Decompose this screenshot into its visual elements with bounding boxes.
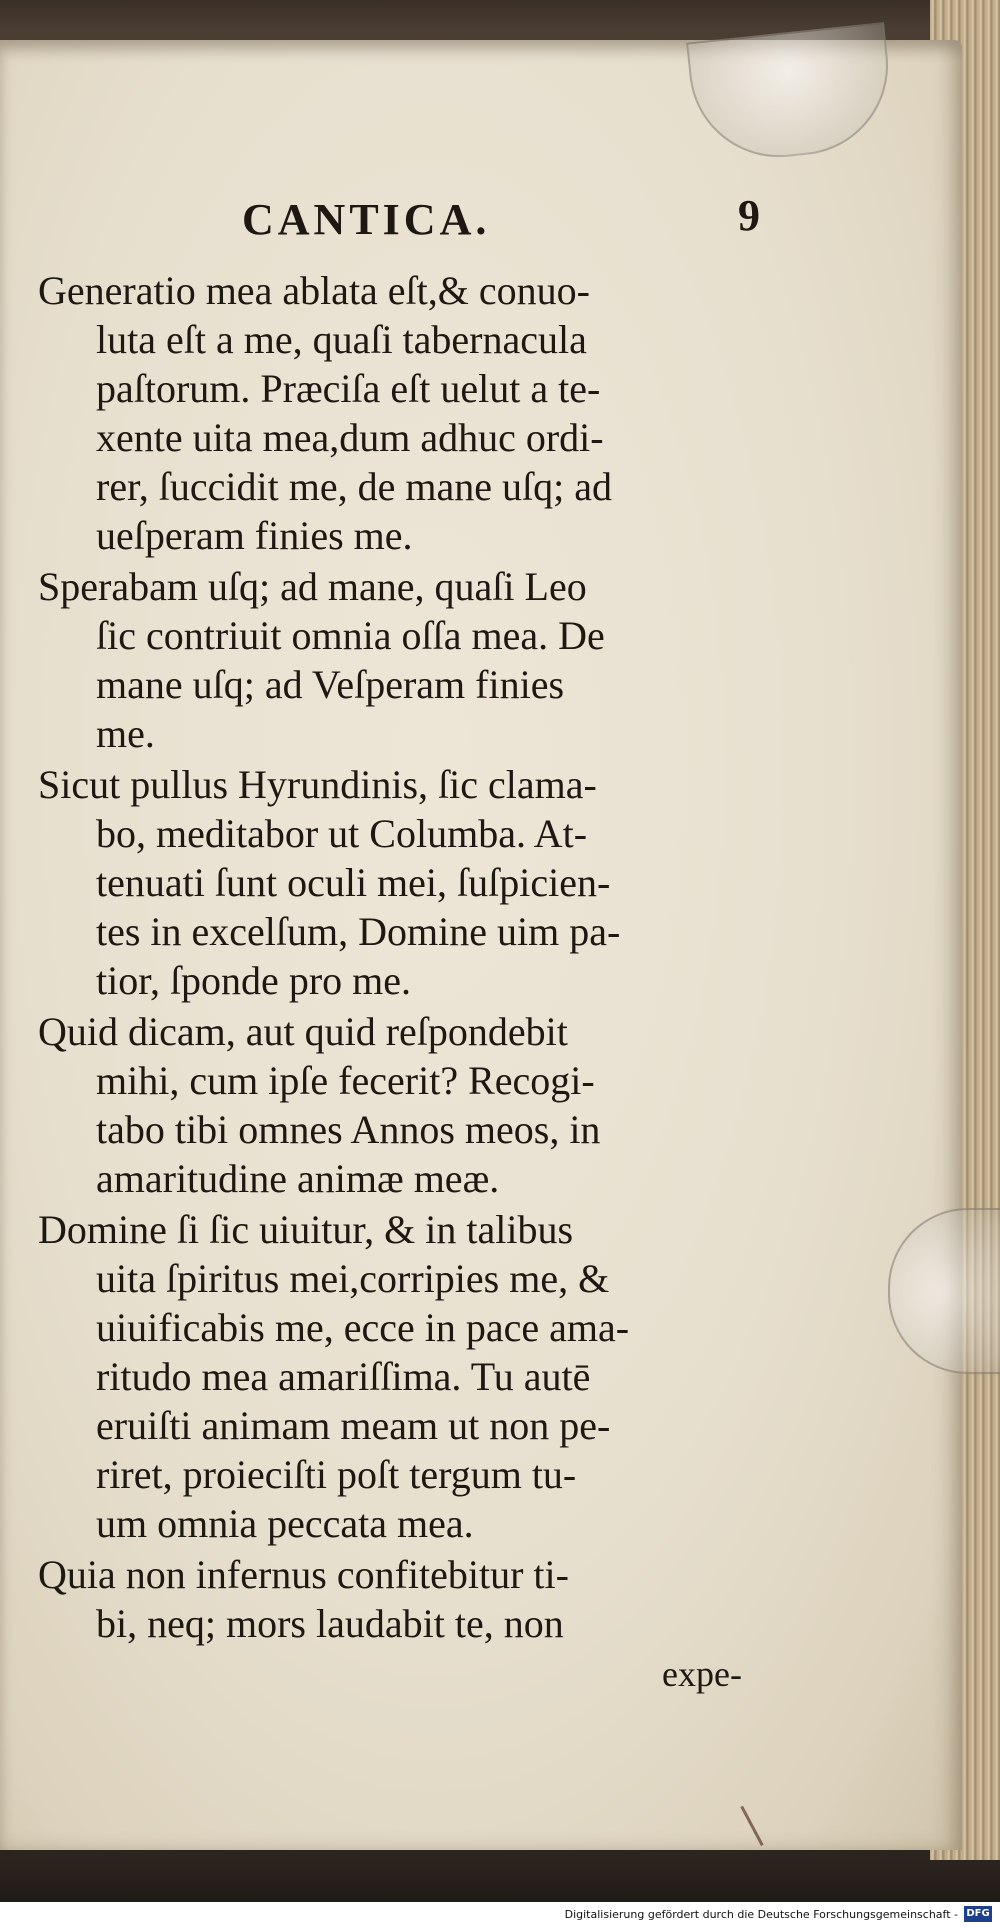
text-line: eruiſti animam meam ut non pe-	[96, 1403, 611, 1448]
book-page	[0, 40, 962, 1850]
verse	[38, 1007, 798, 1203]
text-line: xente uita mea,dum adhuc ordi-	[96, 415, 604, 460]
text-line: um omnia peccata mea.	[96, 1501, 474, 1546]
text-line: Quid dicam, aut quid reſpondebit	[38, 1009, 568, 1054]
text-line: bo, meditabor ut Columba. At-	[96, 811, 588, 856]
text-line: paſtorum. Præciſa eſt uelut a te-	[96, 366, 601, 411]
text-block	[38, 190, 798, 1699]
digitization-credit: Digitalisierung gefördert durch die Deutsche Forschungsgemeinschaft -	[564, 1908, 958, 1921]
page-clip-right	[888, 1208, 1000, 1374]
text-line: riret, proieciſti poſt tergum tu-	[96, 1452, 577, 1497]
running-head-title: CANTICA.	[242, 195, 491, 244]
ink-mark	[717, 1806, 763, 1858]
dfg-logo: DFG	[964, 1906, 992, 1922]
text-line: tabo tibi omnes Annos meos, in	[96, 1107, 601, 1152]
running-head	[38, 190, 798, 254]
verse	[38, 1205, 798, 1548]
digitization-credit-bar	[0, 1902, 1000, 1927]
text-line: uita ſpiritus mei,corripies me, &	[96, 1256, 610, 1301]
text-line: Quia non infernus confitebitur ti-	[38, 1552, 569, 1597]
text-line: tenuati ſunt oculi mei, ſuſpicien-	[96, 860, 611, 905]
text-line: luta eſt a me, quaſi tabernacula	[96, 317, 587, 362]
text-line: mihi, cum ipſe fecerit? Recogi-	[96, 1058, 595, 1103]
text-line: mane uſq; ad Veſperam finies	[96, 662, 565, 707]
verse	[38, 266, 798, 560]
text-line: rer, ſuccidit me, de mane uſq; ad	[96, 464, 612, 509]
verse	[38, 760, 798, 1005]
text-line: Sicut pullus Hyrundinis, ſic clama-	[38, 762, 597, 807]
text-line: tes in excelſum, Domine uim pa-	[96, 909, 621, 954]
text-line: uiuificabis me, ecce in pace ama-	[96, 1305, 630, 1350]
verse	[38, 562, 798, 758]
text-line: bi, neq; mors laudabit te, non	[96, 1601, 564, 1646]
text-line: ritudo mea amariſſima. Tu autē	[96, 1354, 591, 1399]
page-number: 9	[738, 191, 764, 240]
catchword: expe-	[662, 1654, 742, 1694]
verse	[38, 1550, 798, 1648]
text-line: amaritudine animæ meæ.	[96, 1156, 500, 1201]
text-line: ueſperam finies me.	[96, 513, 413, 558]
text-line: ſic contriuit omnia oſſa mea. De	[96, 613, 605, 658]
page-clip-top	[686, 22, 897, 166]
text-line: Sperabam uſq; ad mane, quaſi Leo	[38, 564, 587, 609]
verses	[38, 266, 798, 1648]
text-line: me.	[96, 711, 155, 756]
text-line: tior, ſponde pro me.	[96, 958, 411, 1003]
text-line: Domine ſi ſic uiuitur, & in talibus	[38, 1207, 574, 1252]
text-line: Generatio mea ablata eſt,& conuo-	[38, 268, 590, 313]
